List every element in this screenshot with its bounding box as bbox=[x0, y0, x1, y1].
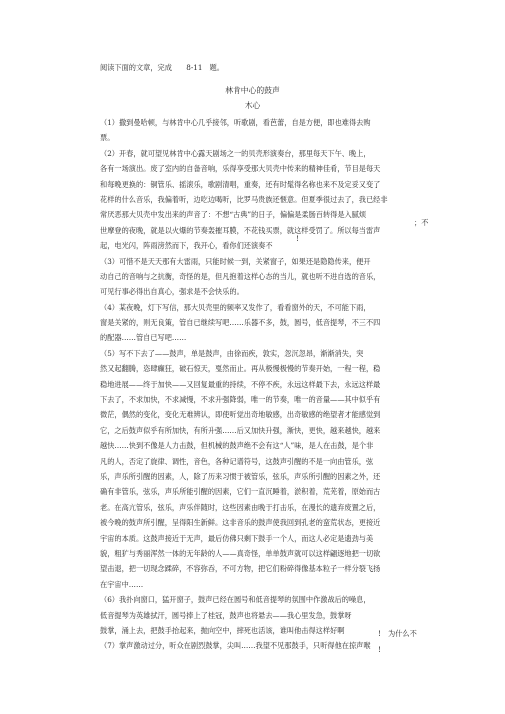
text-line: （4）某夜晚，灯下写信，那大贝壳里的频率又发作了，看看窗外的天，不可能下雨， bbox=[100, 302, 371, 312]
margin-mark: ! bbox=[296, 234, 299, 243]
article-body bbox=[100, 115, 400, 654]
text-line: 它，之后鼓声似乎有所加快，有所升强……后又加快升强，渐快，更快，越来越快，越来 bbox=[100, 425, 381, 435]
text-line: 常厌恶那大贝壳中发出来的声音了：不想“古典”的日子，偏偏是柔肠百转得是入腻烦 bbox=[100, 210, 367, 220]
text-line: 乐，声乐所引醒的因素，人，除了历来习惯于被管乐，弦乐，声乐所引醒的因素之外，还 bbox=[100, 471, 381, 481]
text-line: 望击退，把一切现念蹂碎，不容弥吞，不可方物，把它们粉碎得像基本粒子一样分裂飞扬 bbox=[100, 564, 381, 574]
text-line: 稳地进展——终于加快——又回复最重的持续，不停不疾，永远这样最下去，永远这样最 bbox=[100, 379, 381, 389]
text-line: 窗是关紧的，则无良策，管自已继续写吧……乐器不多，鼓，圆号，低音提琴，不三不四 bbox=[100, 318, 381, 328]
text-line: 低音提琴为英雄拭汗，圆号捧上了桂冠，鼓声也将悬去——我心里发急，鼓掌呀 bbox=[100, 610, 352, 620]
article-title: 林肯中心的鼓声 bbox=[225, 86, 280, 95]
margin-mark: ! bbox=[378, 645, 381, 654]
text-line: 老。在高亢管乐，弦乐，声乐伴随时，这些因素由晚于打击乐，在漫长的遗弃废置之后， bbox=[100, 502, 381, 512]
text-line: 各有一场演出。废了室内的自备音响，乐得享受那大贝壳中传来的精神佳肴，节目是每天 bbox=[100, 164, 381, 174]
text-line: 可见行事必得出自真心，强求是不会快乐的。 bbox=[100, 287, 244, 297]
text-line: 动自己的音响与之抗衡，奇怪的是，但凡抱着这样心态的当儿，就也听不进自选的音乐， bbox=[100, 271, 381, 281]
article-author: 木心 bbox=[244, 101, 261, 110]
text-line: 在宇宙中…… bbox=[100, 579, 144, 589]
text-line: （6）我扑向窗口，猛开窗子，鼓声已经在圆号和低音提琴的氛围中作激战后的噪息， bbox=[100, 595, 371, 605]
text-line: 和每晚更换的：铜管乐、摇滚乐，歌剧清唱，重奏，还有时髦得名称也来不及定妥又变了 bbox=[100, 179, 381, 189]
text-line: （1）撒到曼哈顿，与林肯中心几乎接邻，听歌剧，看芭蕾，自是方便，即也难得去购 bbox=[100, 118, 371, 127]
margin-mark: ! bbox=[378, 629, 381, 638]
margin-mark: ；不 bbox=[414, 218, 429, 227]
text-line: （2）开春，就可望见林肯中心露天剧场之一的贝壳形演奏台，那里每天下午、晚上， bbox=[100, 148, 371, 158]
text-line: 世摩登的夜晚，就是以火爆的节奏轰摧耳膜，不花钱买票，就这样受罚了。所以每当雷声 bbox=[100, 225, 381, 235]
text-line: （7）掌声激动过分，听众在剧烈鼓掌，尖叫……我望不见那鼓手，只听得他在掠声喉 bbox=[100, 641, 371, 651]
text-line: 确有非管乐，弦乐，声乐所能引醒的因素，它们一直沉睡着，淤积着，荒芜着，原始而古 bbox=[100, 487, 381, 497]
text-line: 起，电光闪，阵雨滂然而下，我开心，看你们还演奏不 bbox=[100, 241, 273, 251]
text-line: 越快……快到不像是人力击鼓，但机械的鼓声绝不会有这“人”味，是人在击鼓，是个非 bbox=[100, 441, 374, 451]
text-line: 票。 bbox=[100, 133, 115, 143]
text-line: 微茫，偶然的变化，变化无难辨认，即使听觉出奇地敏感，出奇敏感的绝望者才能感觉到 bbox=[100, 410, 381, 420]
text-line: 貌，粗犷与秀丽浑然一体的无年龄的人——真奇怪，单单鼓声就可以这样翩逐地把一切欲 bbox=[100, 548, 381, 558]
text-line: （5）写不下去了——鼓声，单是鼓声，由徐而疾，敦实，忽沉忽昂，渐渐消失，突 bbox=[100, 348, 364, 358]
text-line: 下去了，不求加快，不求减慢，不求升强降弱，唯一的节奏，唯一的音量——其中似乎有 bbox=[100, 395, 381, 405]
text-line: 的配器……管自已写吧…… bbox=[100, 333, 187, 343]
instructions: 阅读下面的文章，完成 8-11 题。 bbox=[100, 63, 224, 72]
margin-mark: 为什么不 bbox=[388, 629, 417, 638]
text-line: 然又起翻腾，恣肆癫狂，破石惊天，戛然而止。再从极慢极慢的节奏开始，一程一程，稳 bbox=[100, 364, 381, 374]
text-line: 花样的什么音乐，我偏着听，边吃边喝听，比罗马贵族还惬意。但夏季很过去了，我已经非 bbox=[100, 194, 388, 204]
text-line: （3）可惜不是天天那有大雷雨，只能时候一到，关紧窗子，如果还是隐隐传来，便开 bbox=[100, 256, 371, 266]
text-line: 被今晚的鼓声所引醒，呈得阳生新鲜。这非音乐的鼓声使我回到孔老的蛮荒状态，更接近 bbox=[100, 518, 381, 528]
text-line: 宇宙的本质。这鼓声接近于无声，最后仿佛只剩下鼓手一个人，而这人必定是遗劲与美 bbox=[100, 533, 374, 543]
text-line: 鼓掌，涌上去，把鼓手抬起来，抛向空中，摔死也活该，谁叫他击得这样好啊 bbox=[100, 625, 345, 635]
text-line: 凡的人，否定了旋律、调性，音色，各种记谱符号，这鼓声引醒的不是一向由管乐，弦 bbox=[100, 456, 374, 466]
